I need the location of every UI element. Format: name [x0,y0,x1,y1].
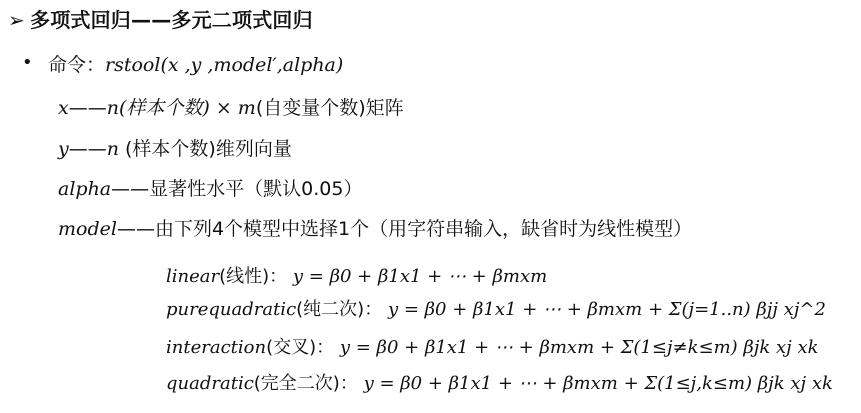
model-interaction-formula: y = β0 + β1x1 + ⋯ + βmxm + Σ(1≤j≠k≤m) βjk xj xk [339,337,819,358]
param-x-desc-pre: n(样本个数) × [106,97,238,119]
command-label: 命令： [48,54,106,76]
param-y-name: y [58,138,69,160]
slide-title-text: 多项式回归——多元二项式回归 [30,8,313,32]
param-y [58,134,292,161]
model-purequadratic-name: purequadratic [166,299,297,320]
model-quadratic-cn: (完全二次)： [253,373,358,394]
model-interaction-cn: (交叉)： [266,337,335,358]
param-x-desc: (自变量个数)矩阵 [255,97,404,119]
model-linear-name: linear [166,266,220,287]
bullet-icon: • [22,52,33,73]
command-line [48,50,343,77]
arrow-bullet-icon: ➢ [8,8,25,32]
model-linear-cn: (线性)： [219,266,288,287]
param-model-desc: 由下列4个模型中选择1个（用字符串输入，缺省时为线性模型） [154,218,693,240]
slide-title [8,4,313,33]
model-purequadratic [166,295,826,321]
model-linear [166,262,547,288]
param-y-desc: (样本个数)维列向量 [118,138,292,160]
param-model-dash: —— [116,218,155,240]
param-alpha [58,174,362,201]
param-x [58,93,404,120]
model-quadratic-formula: y = β0 + β1x1 + ⋯ + βmxm + Σ(1≤j,k≤m) βjk xj xk [363,373,833,394]
param-y-desc-pre: n [106,138,119,160]
model-interaction-name: interaction [166,337,267,358]
model-linear-formula: y = β0 + β1x1 + ⋯ + βmxm [292,266,548,287]
param-alpha-name: alpha [58,178,112,200]
param-alpha-dash: —— [111,178,150,200]
param-alpha-desc: 显著性水平（默认0.05） [149,178,363,200]
param-x-name: x [58,97,69,119]
param-model-name: model [58,218,117,240]
model-interaction [166,333,819,359]
model-purequadratic-cn: (纯二次)： [296,299,383,320]
param-x-desc-var: m [237,97,256,119]
model-quadratic-name: quadratic [166,373,254,394]
model-quadratic [166,369,833,395]
param-model [58,214,692,241]
command-syntax: rstool(x ,y ,model′,alpha) [105,54,344,76]
param-x-dash: —— [68,97,107,119]
model-purequadratic-formula: y = β0 + β1x1 + ⋯ + βmxm + Σ(j=1..n) βjj xj^2 [387,299,826,320]
param-y-dash: —— [68,138,107,160]
